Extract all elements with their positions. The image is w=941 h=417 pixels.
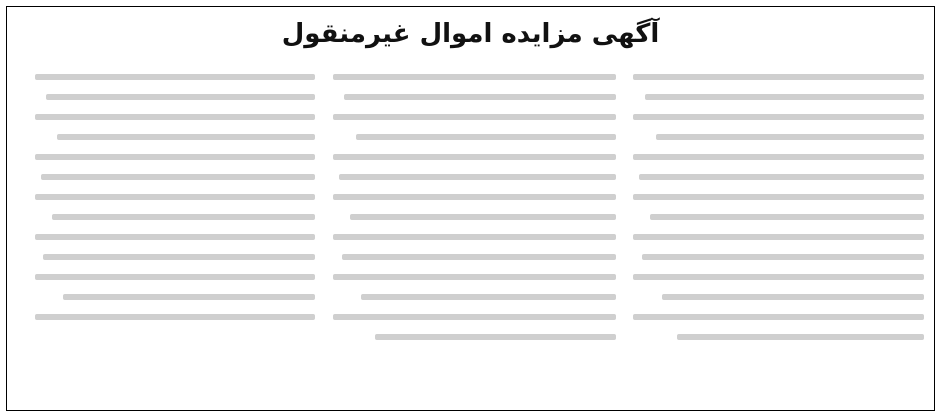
text-line [633,85,924,105]
notice-column-right [627,65,930,385]
text-line [633,145,924,165]
text-line [333,185,616,205]
text-line [35,165,315,185]
text-line [633,265,924,285]
text-line [35,85,315,105]
text-line [333,325,616,345]
text-line [633,105,924,125]
text-line [633,165,924,185]
text-line [633,65,924,85]
text-line [333,85,616,105]
text-line [333,65,616,85]
text-line [35,245,315,265]
notice-column-left [29,65,321,385]
text-line [35,285,315,305]
text-line [633,225,924,245]
text-line [633,205,924,225]
text-line [633,245,924,265]
text-line [35,105,315,125]
text-line [35,125,315,145]
text-line [35,145,315,165]
text-line [333,285,616,305]
text-line [333,265,616,285]
notice-frame [6,6,935,411]
text-line [333,225,616,245]
text-line [35,205,315,225]
notice-title: آگهی مزایده اموال غیرمنقول [281,19,660,49]
text-line [333,245,616,265]
text-line [333,305,616,325]
text-line [333,165,616,185]
text-line [633,285,924,305]
notice-column-middle [327,65,622,385]
text-line [333,125,616,145]
text-line [333,105,616,125]
text-line [35,225,315,245]
text-line [35,305,315,325]
text-line [333,205,616,225]
text-line [633,305,924,325]
text-line [333,145,616,165]
text-line [35,65,315,85]
text-line [633,125,924,145]
text-line [35,185,315,205]
text-line [35,265,315,285]
text-line [633,185,924,205]
text-line [633,325,924,345]
